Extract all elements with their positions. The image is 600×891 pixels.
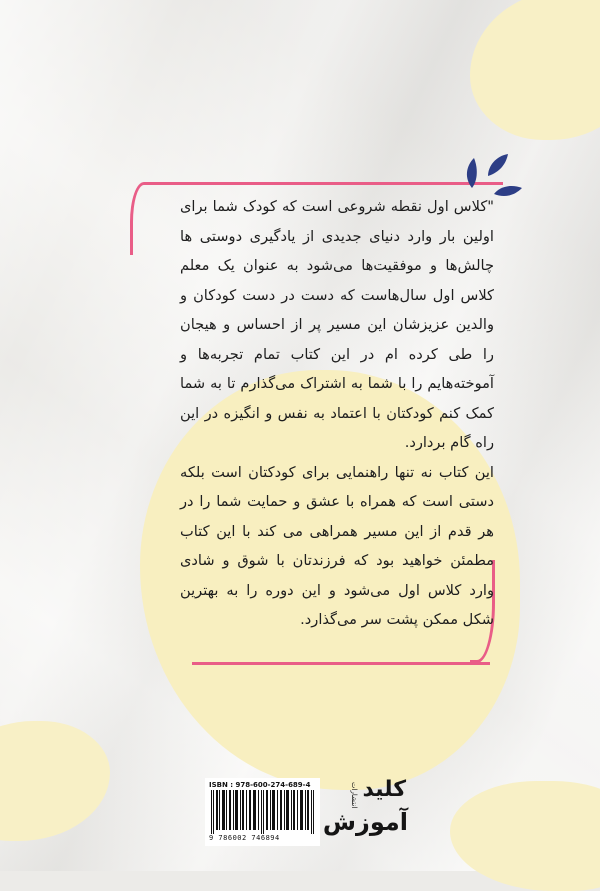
back-cover-text — [180, 192, 494, 635]
barcode-digits: 9 786002 746894 — [209, 834, 280, 842]
pink-frame-bottom — [192, 662, 490, 665]
publisher-name-line2: آموزش — [322, 808, 408, 836]
barcode-panel — [205, 778, 320, 846]
paragraph-2: این کتاب نه تنها راهنمایی برای کودکتان است بلکه دستی است که همراه با عشق و حمایت شما را در هر قدم از این مسیر همراهی می کند با این کتاب مطمئن خواهید بود که فرزندتان با شوق و شادی وارد کلاس اول می‌شود و این دوره را به بهترین شکل ممکن پشت سر می‌گذارد. — [180, 463, 494, 628]
isbn-label: ISBN : 978-600-274-689-4 — [209, 781, 311, 789]
publisher-name-line1: کلید — [362, 777, 406, 802]
yellow-blob-bottom-right — [450, 781, 600, 891]
paragraph-1: "کلاس اول نقطه شروعی است که کودک شما برای اولین بار وارد دنیای جدیدی از یادگیری دوستی ها چالش‌ها و موفقیت‌ها می‌شود به عنوان یک معلم کلاس اول سال‌هاست که دست در دست کودکان و والدین عزیزشان این مسیر پر از احساس و هیجان را طی کرده ام در این کتاب تمام تجربه‌ها و آموخته‌هایم را با شما به اشتراک می‌گذارم تا به شما کمک کنم کودکتان با اعتماد به نفس و انگیزه در این راه گام بردارد. — [180, 198, 494, 451]
publisher-prefix: انتشارات — [350, 782, 358, 809]
publisher-logo — [322, 776, 410, 844]
barcode-icon — [209, 790, 316, 834]
